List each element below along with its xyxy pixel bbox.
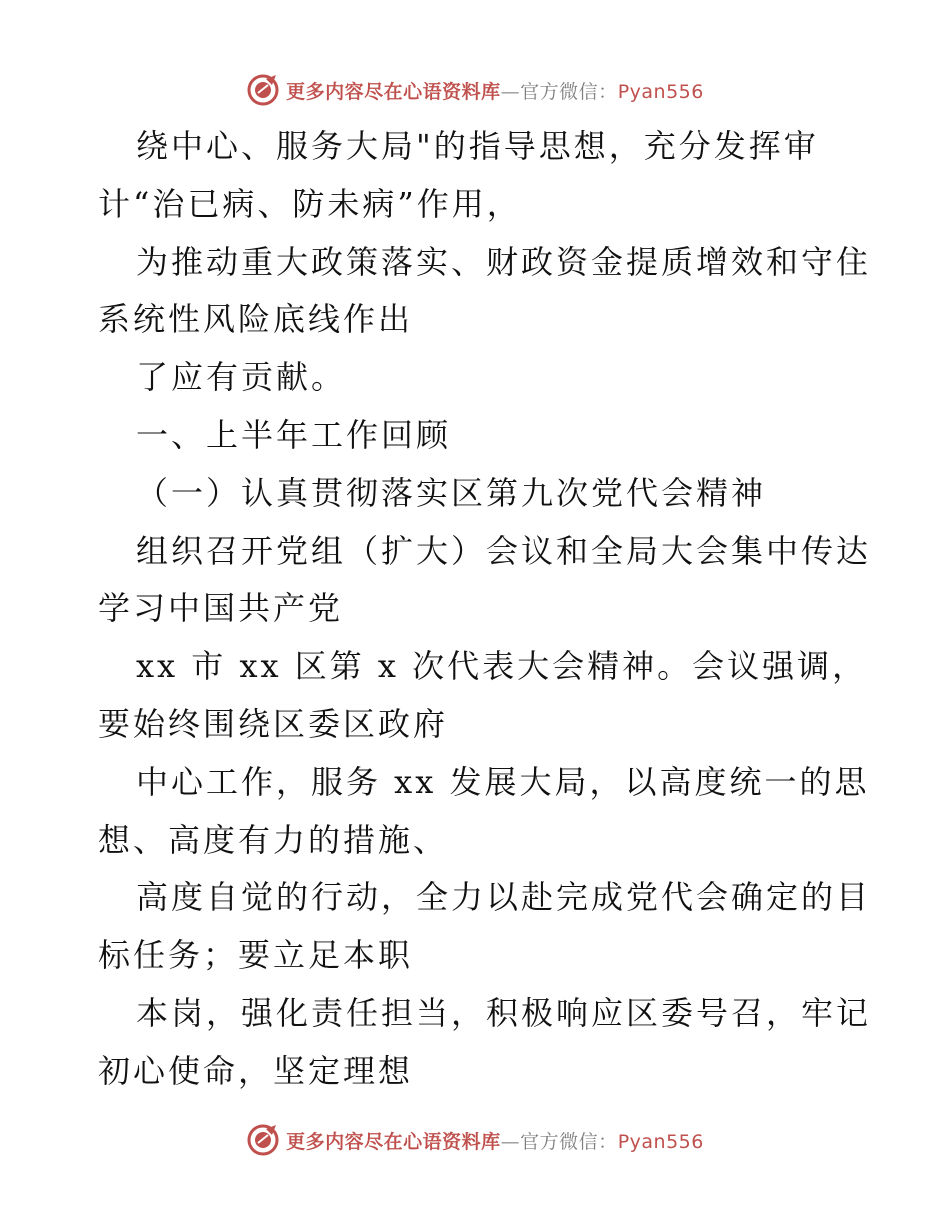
- text-line: 为推动重大政策落实、财政资金提质增效和守住: [136, 242, 872, 281]
- text-line: 绕中心、服务大局"的指导思想，充分发挥审: [136, 127, 819, 165]
- text-line: 了应有贡献。: [136, 358, 347, 397]
- pen-logo-icon: [246, 73, 280, 107]
- watermark-label: 官方微信：: [520, 1130, 618, 1153]
- text-line: 系统性风险底线作出: [98, 300, 414, 339]
- watermark-wechat-id: Pyan556: [617, 80, 704, 103]
- watermark-wechat-id: Pyan556: [617, 1130, 704, 1153]
- watermark-dash: —: [500, 1130, 521, 1153]
- text-line: xx 市 xx 区第 x 次代表大会精神。会议强调，: [136, 647, 868, 686]
- watermark-group: [246, 1123, 704, 1157]
- document-body: [98, 118, 872, 1101]
- footer-watermark: [0, 1120, 950, 1160]
- watermark-lead-text: 更多内容尽在心语资料库: [286, 80, 501, 103]
- text-line: 高度自觉的行动，全力以赴完成党代会确定的目: [136, 878, 872, 917]
- watermark-dash: —: [500, 80, 521, 103]
- watermark-lead-text: 更多内容尽在心语资料库: [286, 1130, 501, 1153]
- pen-logo-icon: [246, 1123, 280, 1157]
- text-line: 学习中国共产党: [98, 589, 344, 628]
- text-line: 要始终围绕区委区政府: [98, 704, 449, 743]
- text-line: 标任务；要立足本职: [98, 936, 414, 975]
- text-line: 本岗，强化责任担当，积极响应区委号召，牢记: [136, 993, 872, 1032]
- header-watermark: [0, 70, 950, 110]
- text-line: （一）认真贯彻落实区第九次党代会精神: [136, 473, 767, 512]
- text-line: 中心工作，服务 xx 发展大局，以高度统一的思: [136, 762, 870, 801]
- text-line: 计“治已病、防未病”作用，: [98, 184, 522, 223]
- text-line: 组织召开党组（扩大）会议和全局大会集中传达: [136, 531, 872, 570]
- text-line: 一、上半年工作回顾: [136, 415, 452, 454]
- text-line: 想、高度有力的措施、: [98, 820, 449, 859]
- text-line: 初心使命，坚定理想: [98, 1051, 414, 1090]
- watermark-group: [246, 73, 704, 107]
- watermark-label: 官方微信：: [520, 80, 618, 103]
